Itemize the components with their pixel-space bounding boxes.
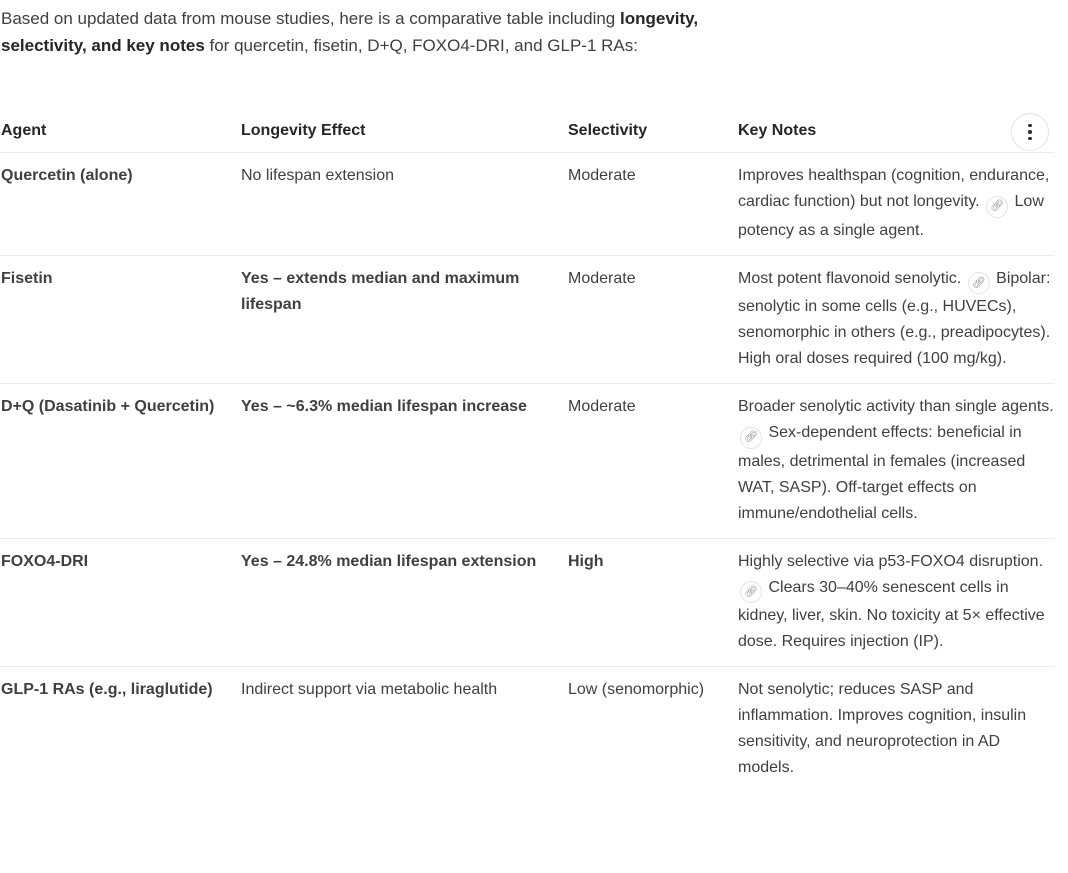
notes-cell	[738, 384, 1054, 539]
intro-text: Based on updated data from mouse studies, here is a comparative table including	[1, 9, 620, 28]
longevity-cell: Yes – ~6.3% median lifespan increase	[241, 384, 568, 539]
intro-bold-text: longevity, selectivity, and key notes	[1, 9, 699, 55]
notes-text: Bipolar: senolytic in some cells (e.g., HUVECs), senomorphic in others (e.g., preadipocytes). High oral doses required (100 mg/kg).	[738, 269, 1051, 367]
link-icon[interactable]: 🔗︎	[740, 427, 762, 449]
table-row	[0, 667, 1054, 793]
selectivity-cell: High	[568, 538, 738, 667]
agent-cell: FOXO4-DRI	[0, 538, 241, 667]
table-row	[0, 255, 1054, 384]
longevity-cell: Yes – extends median and maximum lifespan	[241, 255, 568, 384]
table-row	[0, 538, 1054, 667]
intro-paragraph	[1, 5, 741, 59]
notes-cell	[738, 153, 1054, 256]
notes-text: Most potent flavonoid senolytic.	[738, 269, 962, 287]
link-icon[interactable]: 🔗︎	[986, 196, 1008, 218]
notes-text: Sex-dependent effects: beneficial in males, detrimental in females (increased WAT, SASP). Off-target effects on immune/endothelial cells.	[738, 424, 1026, 522]
agent-cell: GLP-1 RAs (e.g., liraglutide)	[1, 681, 213, 698]
notes-text: Broader senolytic activity than single agents.	[738, 398, 1054, 415]
notes-text: Highly selective via p53-FOXO4 disruption.	[738, 552, 1044, 570]
header-selectivity: Selectivity	[568, 110, 738, 153]
intro-text-end: for quercetin, fisetin, D+Q, FOXO4-DRI, and GLP-1 RAs:	[204, 36, 638, 55]
notes-text: Low potency as a single agent.	[738, 193, 1044, 239]
longevity-cell: No lifespan extension	[241, 153, 568, 256]
longevity-cell: Indirect support via metabolic health	[241, 681, 498, 698]
link-icon[interactable]: 🔗︎	[740, 581, 762, 603]
longevity-cell: Yes – 24.8% median lifespan extension	[241, 538, 568, 667]
agent-cell: Fisetin	[0, 255, 241, 384]
selectivity-cell: Low (senomorphic)	[568, 681, 705, 698]
selectivity-cell: Moderate	[568, 384, 738, 539]
link-icon[interactable]: 🔗︎	[968, 272, 990, 294]
table-row	[0, 153, 1054, 256]
selectivity-cell: Moderate	[568, 255, 738, 384]
notes-text: Not senolytic; reduces SASP and inflammation. Improves cognition, insulin sensitivity, and neuroprotection in AD models.	[738, 681, 1027, 776]
notes-cell	[738, 538, 1054, 667]
comparison-table	[0, 110, 1054, 792]
header-key-notes: Key Notes	[738, 110, 1054, 153]
notes-text: Clears 30–40% senescent cells in kidney, liver, skin. No toxicity at 5× effective dose. Requires injection (IP).	[738, 578, 1045, 650]
notes-text: Improves healthspan (cognition, endurance, cardiac function) but not longevity.	[738, 167, 1050, 210]
header-longevity: Longevity Effect	[241, 110, 568, 153]
table-header-row	[0, 110, 1054, 153]
table-row	[0, 384, 1054, 539]
notes-cell	[738, 667, 1054, 793]
selectivity-cell: Moderate	[568, 153, 738, 256]
agent-cell: Quercetin (alone)	[0, 153, 241, 256]
notes-cell	[738, 255, 1054, 384]
agent-cell: D+Q (Dasatinib + Quercetin)	[0, 384, 241, 539]
header-agent: Agent	[0, 110, 241, 153]
